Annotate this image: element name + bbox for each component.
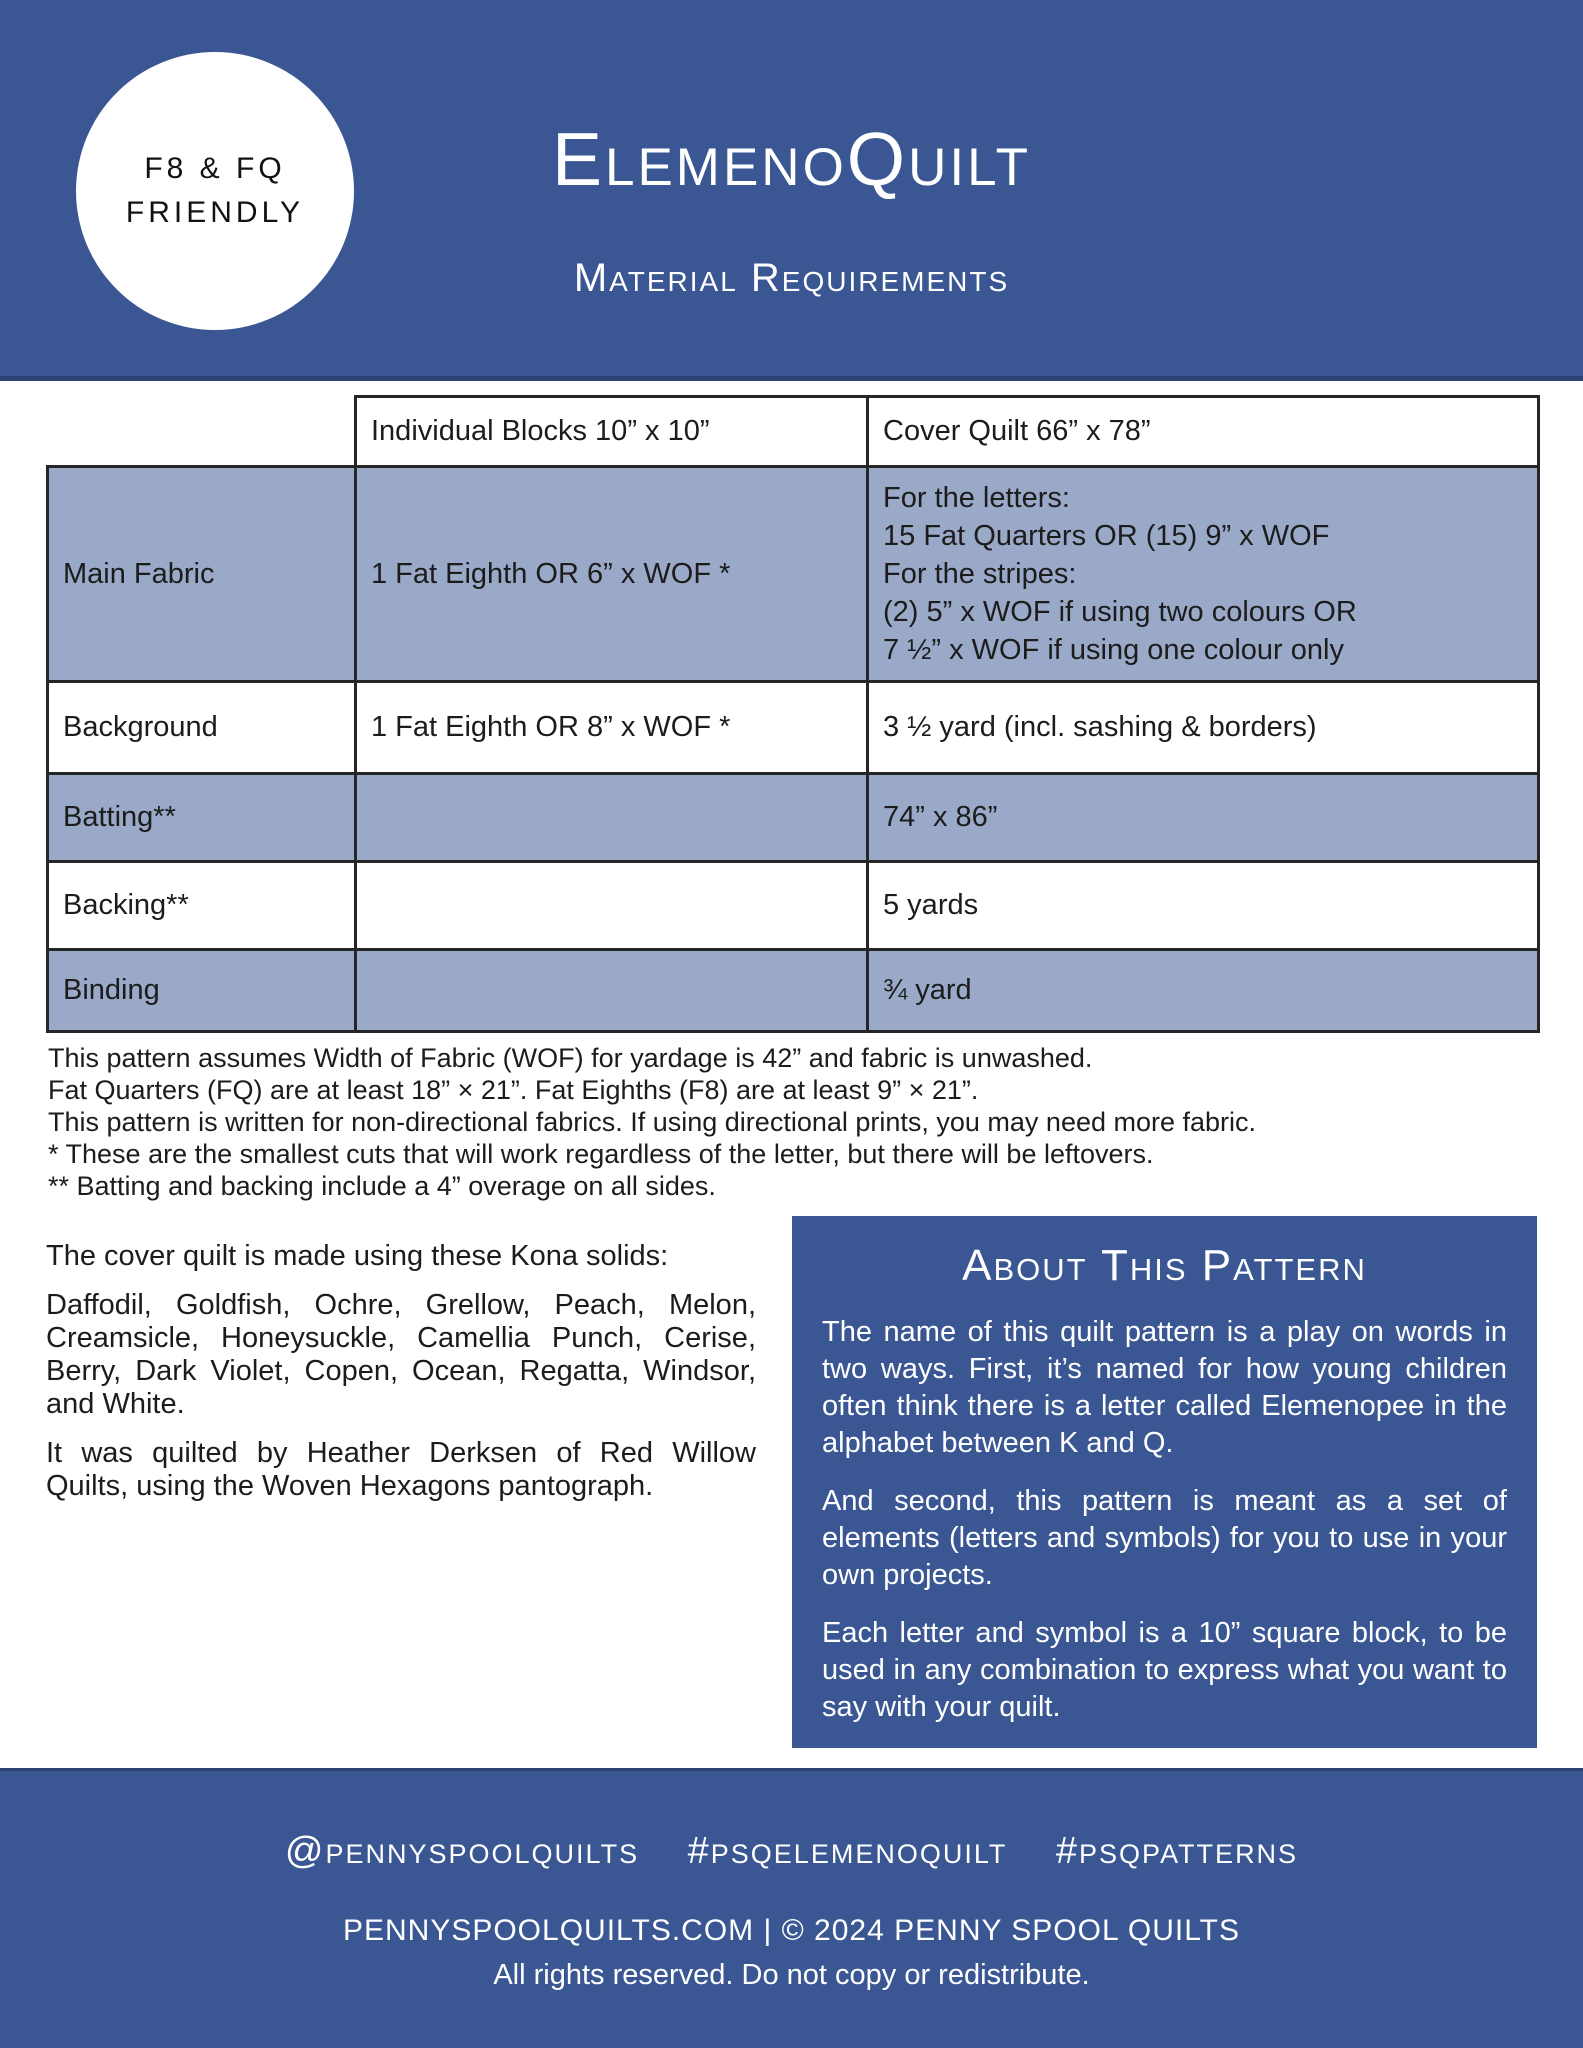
about-paragraph-1: The name of this quilt pattern is a play on words in two ways. First, it’s named for how young children often think there is a letter called Elemenopee in the alphabet between K and Q. <box>822 1315 1507 1459</box>
kona-solids-heading: The cover quilt is made using these Kona solids: <box>46 1240 669 1272</box>
main-fabric-individual: 1 Fat Eighth OR 6” x WOF * <box>356 467 868 682</box>
batting-cover: 74” x 86” <box>868 774 1539 862</box>
backing-individual <box>356 862 868 950</box>
row-label: Batting** <box>48 774 356 862</box>
note-wof: This pattern assumes Width of Fabric (WOF) for yardage is 42” and fabric is unwashed. <box>48 1043 1093 1073</box>
note-fq-f8: Fat Quarters (FQ) are at least 18” × 21”. Fat Eighths (F8) are at least 9” × 21”. <box>48 1075 979 1105</box>
backing-cover: 5 yards <box>868 862 1539 950</box>
table-row-batting <box>48 774 1539 862</box>
rights-notice: All rights reserved. Do not copy or redistribute. <box>493 1959 1090 1991</box>
badge-line-2: FRIENDLY <box>125 196 305 229</box>
background-individual: 1 Fat Eighth OR 8” x WOF * <box>356 682 868 774</box>
about-this-pattern-box <box>792 1216 1537 1748</box>
row-label: Backing** <box>48 862 356 950</box>
table-corner-cell <box>48 397 356 467</box>
cover-line: 15 Fat Quarters OR (15) 9” x WOF <box>883 520 1330 552</box>
badge-line-1: F8 & FQ <box>144 152 286 185</box>
cover-line: 7 ½” x WOF if using one colour only <box>883 634 1344 666</box>
row-label: Binding <box>48 950 356 1032</box>
header-band <box>0 0 1583 381</box>
table-row-binding <box>48 950 1539 1032</box>
table-header-row <box>48 397 1539 467</box>
instagram-handle: @pennyspoolquilts <box>284 1830 640 1872</box>
background-cover: 3 ½ yard (incl. sashing & borders) <box>868 682 1539 774</box>
binding-individual <box>356 950 868 1032</box>
page-title: ElemenoQuilt <box>551 117 1032 201</box>
row-label: Main Fabric <box>48 467 356 682</box>
about-paragraph-2: And second, this pattern is meant as a set of elements (letters and symbols) for you to use in your own projects. <box>822 1484 1507 1591</box>
quilted-by-note: It was quilted by Heather Derksen of Red Willow Quilts, using the Woven Hexagons pantograph. <box>46 1437 756 1502</box>
about-title: About This Pattern <box>962 1241 1367 1290</box>
material-requirements-table <box>46 395 1540 1033</box>
footer-band <box>0 1768 1583 2048</box>
note-overage: ** Batting and backing include a 4” overage on all sides. <box>48 1171 716 1201</box>
about-paragraph-3: Each letter and symbol is a 10” square block, to be used in any combination to express what you want to say with your quilt. <box>822 1616 1507 1723</box>
col-header-individual-blocks: Individual Blocks 10” x 10” <box>356 397 868 467</box>
pattern-notes <box>48 1042 1548 1202</box>
page-subtitle: Material Requirements <box>573 256 1010 300</box>
cover-quilt-details <box>46 1240 756 1503</box>
main-fabric-cover <box>868 467 1539 682</box>
col-header-cover-quilt: Cover Quilt 66” x 78” <box>868 397 1539 467</box>
hashtag-psqpatterns: #psqpatterns <box>1055 1830 1299 1872</box>
table-row-main-fabric <box>48 467 1539 682</box>
hashtag-elemenoquilt: #psqelemenoquilt <box>687 1830 1008 1872</box>
table-row-backing <box>48 862 1539 950</box>
social-handles <box>0 1832 1583 1870</box>
cover-line: (2) 5” x WOF if using two colours OR <box>883 596 1357 628</box>
cover-line: For the letters: <box>883 482 1070 514</box>
batting-individual <box>356 774 868 862</box>
website-copyright: PENNYSPOOLQUILTS.COM | © 2024 PENNY SPOOL QUILTS <box>342 1914 1241 1947</box>
binding-cover: ¾ yard <box>868 950 1539 1032</box>
cover-line: For the stripes: <box>883 558 1077 590</box>
row-label: Background <box>48 682 356 774</box>
kona-solids-list: Daffodil, Goldfish, Ochre, Grellow, Peach, Melon, Creamsicle, Honeysuckle, Camellia Punch, Cerise, Berry, Dark Violet, Copen, Ocean, Regatta, Windsor, and White. <box>46 1289 756 1420</box>
table-row-background <box>48 682 1539 774</box>
note-smallest-cuts: * These are the smallest cuts that will work regardless of the letter, but there will be leftovers. <box>48 1139 1154 1169</box>
note-directional: This pattern is written for non-directional fabrics. If using directional prints, you may need more fabric. <box>48 1107 1257 1137</box>
